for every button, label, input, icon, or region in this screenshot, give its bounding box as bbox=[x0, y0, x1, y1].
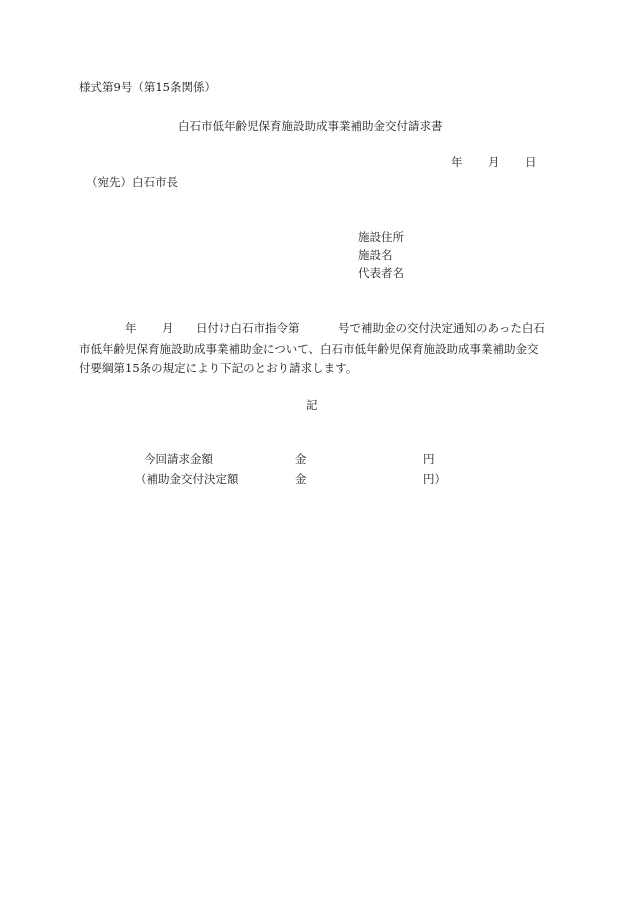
request-amount-kin: 金 bbox=[295, 452, 307, 466]
body-line1-rest: 号で補助金の交付決定通知のあった白石 bbox=[338, 321, 545, 335]
request-amount-label: 今回請求金額 bbox=[144, 452, 213, 466]
facility-name-label: 施設名 bbox=[358, 248, 393, 262]
ki-heading: 記 bbox=[306, 398, 318, 412]
body-paragraph-line-3: 付要綱第15条の規定により下記のとおり請求します。 bbox=[79, 361, 358, 375]
date-month-label: 月 bbox=[488, 155, 500, 169]
document-title: 白石市低年齢児保育施設助成事業補助金交付請求書 bbox=[178, 119, 443, 133]
representative-name-label: 代表者名 bbox=[358, 266, 404, 280]
form-number: 様式第9号（第15条関係） bbox=[79, 80, 216, 94]
decision-amount-yen: 円） bbox=[423, 472, 446, 486]
date-year-label: 年 bbox=[451, 155, 463, 169]
decision-amount-label: （補助金交付決定額 bbox=[135, 472, 239, 486]
date-day-label: 日 bbox=[525, 155, 537, 169]
decision-amount-kin: 金 bbox=[295, 472, 307, 486]
body-month-label: 月 bbox=[162, 321, 174, 335]
facility-address-label: 施設住所 bbox=[358, 230, 404, 244]
addressee: （宛先）白石市長 bbox=[86, 175, 178, 189]
body-dated-text: 日付け白石市指令第 bbox=[196, 321, 300, 335]
request-amount-yen: 円 bbox=[423, 452, 435, 466]
body-paragraph-line-2: 市低年齢児保育施設助成事業補助金について、白石市低年齢児保育施設助成事業補助金交 bbox=[79, 342, 539, 356]
body-year-label: 年 bbox=[125, 321, 137, 335]
body-paragraph-line-1 bbox=[79, 323, 549, 337]
